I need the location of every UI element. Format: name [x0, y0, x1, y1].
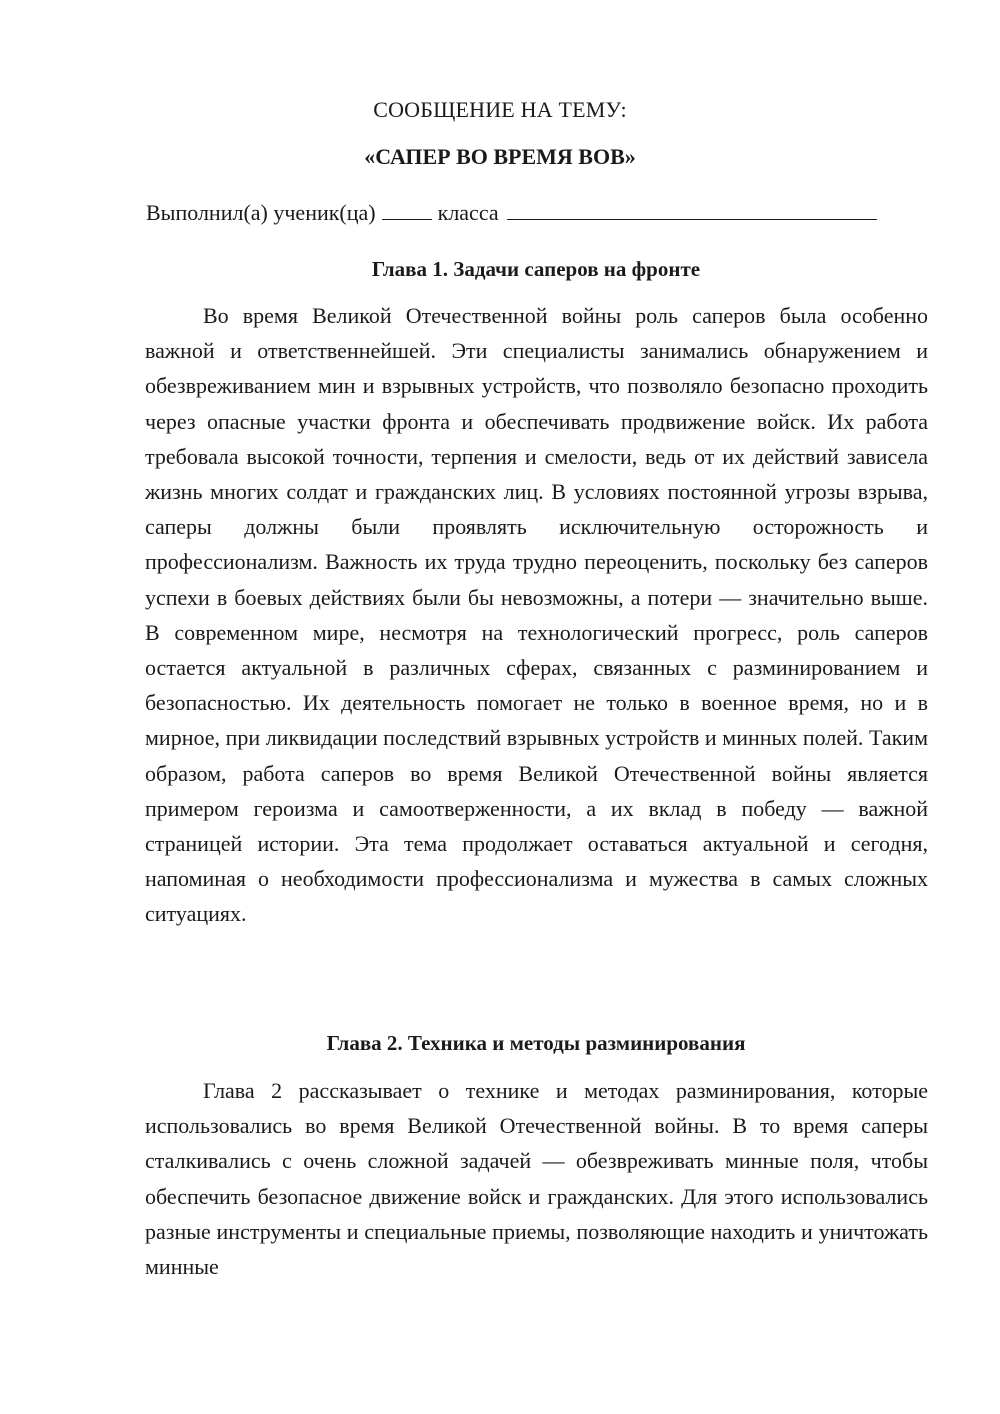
- chapter-1-heading: Глава 1. Задачи саперов на фронте: [371, 257, 701, 281]
- grade-blank-field[interactable]: [382, 201, 432, 220]
- chapter-1-paragraph: Во время Великой Отечественной войны роль саперов была особенно важной и ответственнейшей. Эти специалисты занимались обнаружением и обезвреживанием мин и взрывных устройств, что позволяло безопасно проходить через опасные участки фронта и обеспечивать продвижение войск. Их работа требовала высокой точности, терпения и смелости, ведь от их действий зависела жизнь многих солдат и гражданских лиц. В условиях постоянной угрозы взрыва, саперы должны были проявлять исключительную осторожность и профессионализм. Важность их труда трудно переоценить, поскольку без саперов успехи в боевых действиях были бы невозможны, а потери — значительно выше. В современном мире, несмотря на технологический прогресс, роль саперов остается актуальной в различных сферах, связанных с разминированием и безопасностью. Их деятельность помогает не только в военное время, но и в мирное, при ликвидации последствий взрывных устройств и минных полей. Таким образом, работа саперов во время Великой Отечественной войны является примером героизма и самоотверженности, а их вклад в победу — важной страницей истории. Эта тема продолжает оставаться актуальной и сегодня, напоминая о необходимости профессионализма и мужества в самых сложных ситуациях.: [145, 303, 928, 927]
- chapter-2-heading: Глава 2. Техника и методы разминирования: [326, 1031, 746, 1055]
- document-title-line-2: «САПЕР ВО ВРЕМЯ ВОВ»: [364, 144, 636, 169]
- chapter-2-paragraph: Глава 2 рассказывает о технике и методах разминирования, которые использовались во время Великой Отечественной войны. В то время саперы сталкивались с очень сложной задачей — обезвреживать минные поля, чтобы обеспечить безопасное движение войск и гражданских. Для этого использовались разные инструменты и специальные приемы, позволяющие находить и уничтожать минные: [145, 1078, 928, 1280]
- class-label: класса: [437, 200, 499, 225]
- document-title-line-1: СООБЩЕНИЕ НА ТЕМУ:: [373, 97, 627, 122]
- class-name-blank-field[interactable]: [507, 201, 877, 220]
- author-prefix-label: Выполнил(а) ученик(ца): [146, 200, 376, 225]
- author-line: [146, 199, 926, 227]
